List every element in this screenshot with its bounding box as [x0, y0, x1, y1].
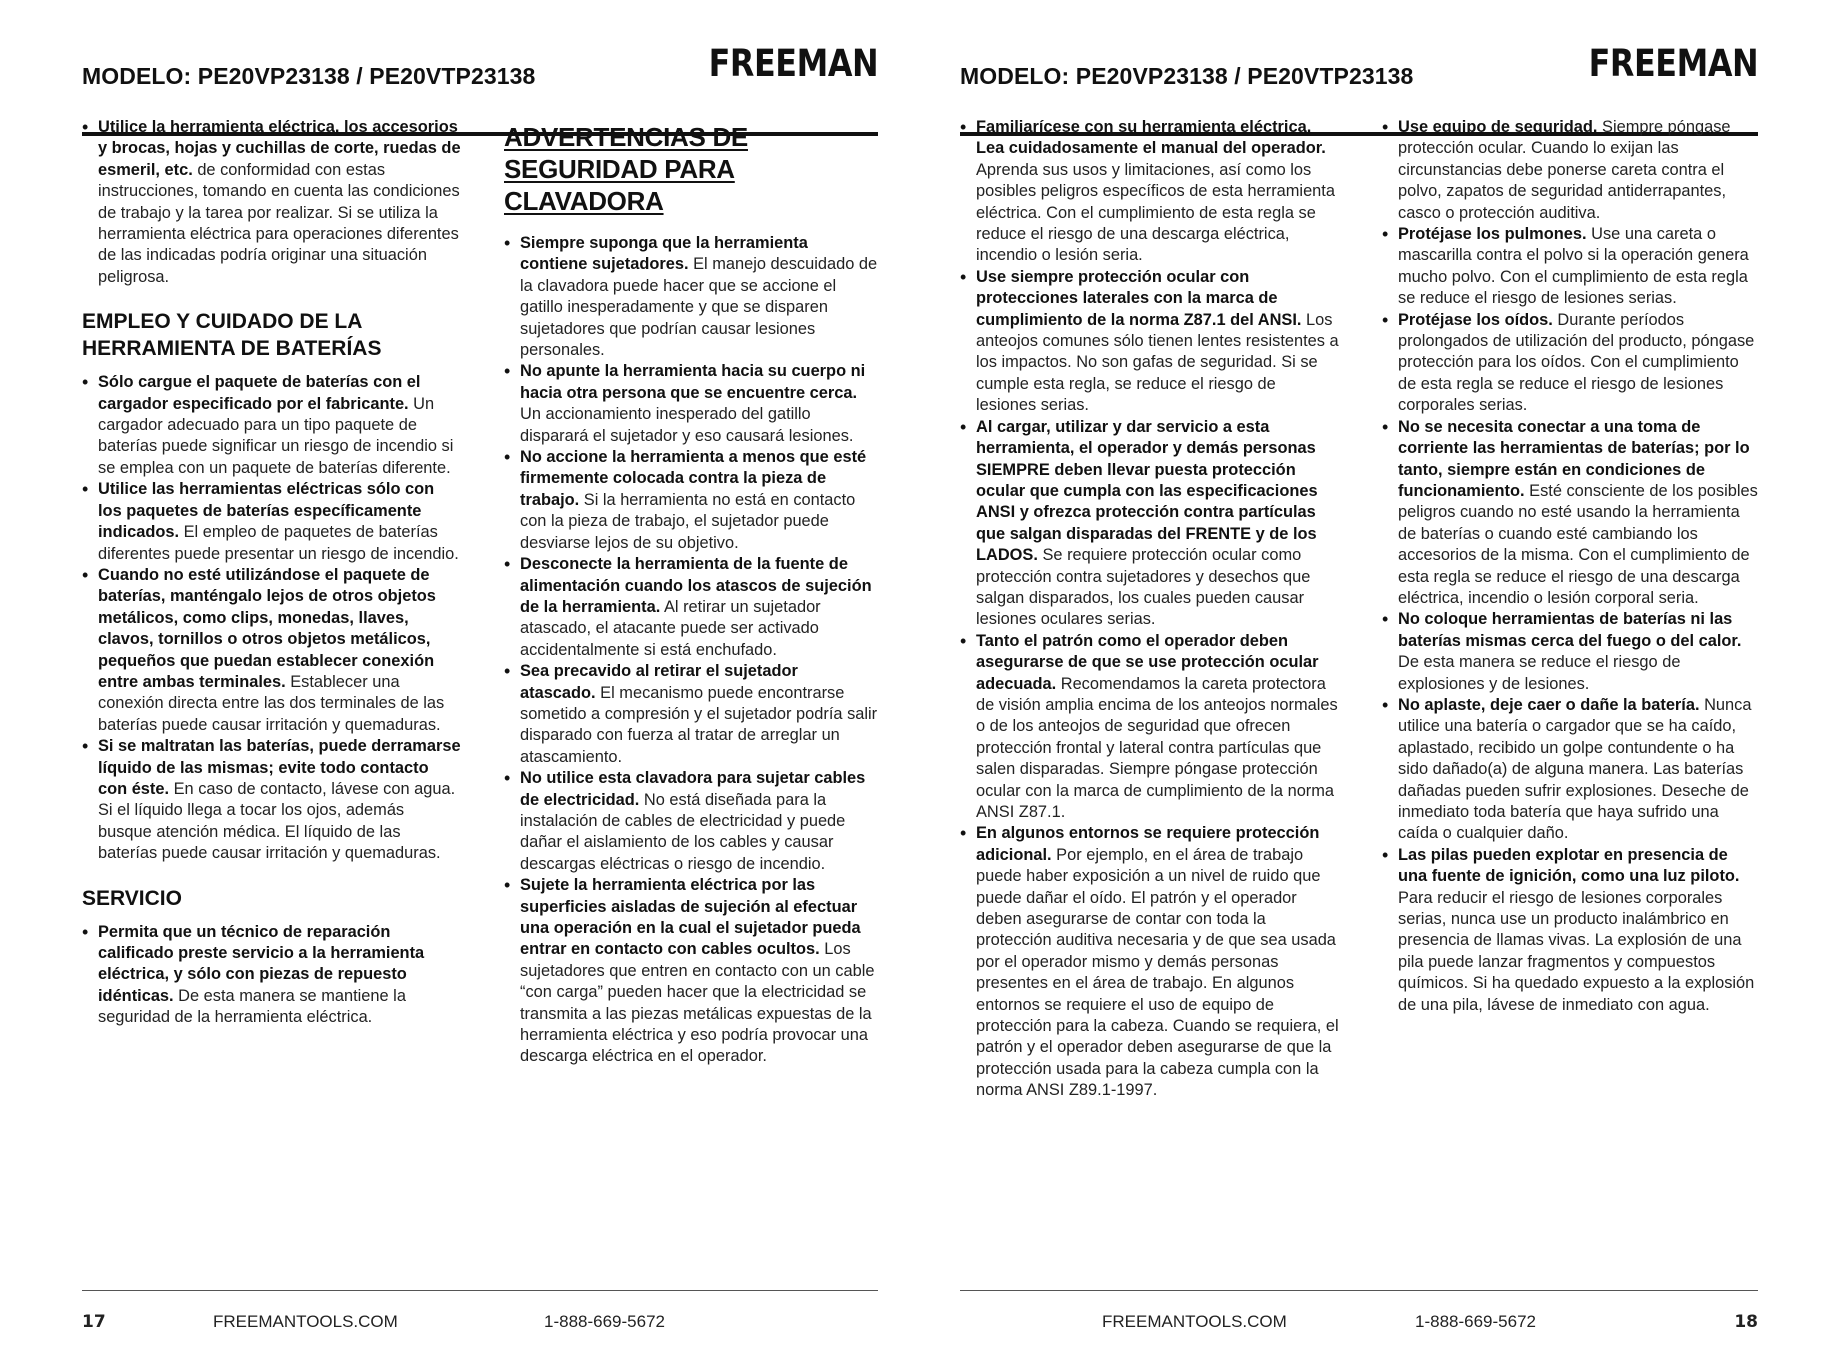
list-item: • No se necesita conectar a una toma de corriente las herramientas de baterías; por lo tanto, siempre están en condiciones de funcionamiento. Esté consciente de los posibles peligros cuando no esté usando la herramienta de baterías o cuando esté cambiando los accesorios de la misma. Con el cumplimiento de esta regla se reduce el riesgo de una descarga eléctrica, incendio o lesión corporal seria. — [1382, 417, 1758, 610]
left-column-2 — [504, 117, 878, 1068]
list-item: • Permita que un técnico de reparación calificado preste servicio a la herramienta eléctrica, y sólo con piezas de repuesto idénticas. De esta manera se mantiene la seguridad de la herramienta eléctrica. — [82, 922, 462, 1029]
right-column-1 — [960, 117, 1340, 1102]
page-number: 17 — [82, 1312, 106, 1332]
list-item: • Las pilas pueden explotar en presencia de una fuente de ignición, como una luz piloto. Para reducir el riesgo de lesiones corporales serias, nunca use un producto inalámbrico en presencia de llamas vivas. La explosión de una pila puede lanzar fragmentos y compuestos químicos. Si ha quedado expuesto a la explosión de una pila, lávese de inmediato con agua. — [1382, 845, 1758, 1016]
list-item: • Si se maltratan las baterías, puede derramarse líquido de las mismas; evite todo contacto con éste. En caso de contacto, lávese con agua. Si el líquido llega a tocar los ojos, además busque atención médica. El líquido de las baterías puede causar irritación y quemaduras. — [82, 736, 462, 864]
list-item: • Use equipo de seguridad. Siempre póngase protección ocular. Cuando lo exijan las circunstancias debe ponerse careta contra el polvo, zapatos de seguridad antiderrapantes, casco o protección auditiva. — [1382, 117, 1758, 224]
left-column-1 — [82, 117, 462, 1029]
list-item: • Familiarícese con su herramienta eléctrica. Lea cuidadosamente el manual del operador. Aprenda sus usos y limitaciones, así como los posibles peligros específicos de esta herramienta eléctrica. Con el cumplimiento de esta regla se reduce el riesgo de una descarga eléctrica, incendio o lesión seria. — [960, 117, 1340, 267]
section-title-battery: EMPLEO Y CUIDADO DE LA HERRAMIENTA DE BATERÍAS — [82, 310, 382, 361]
nailer-list — [504, 233, 878, 1068]
list-item: • En algunos entornos se requiere protección adicional. Por ejemplo, en el área de trabajo puede haber exposición a un nivel de ruido que puede dañar el oído. El patrón y el operador deben asegurarse de contar con toda la protección auditiva necesaria y de que sea usada por el operador mismo y demás personas presentes en el área de trabajo. En algunos entornos se requiere el uso de equipo de protección para la cabeza. Cuando se requiera, el patrón y el operador deben asegurarse de que la protección usada para la cabeza cumpla con la norma ANSI Z89.1-1997. — [960, 823, 1340, 1101]
service-list — [82, 922, 462, 1029]
list-item: • Al cargar, utilizar y dar servicio a esta herramienta, el operador y demás personas SIEMPRE deben llevar puesta protección ocular que cumpla con las especificaciones ANSI y ofrezca protección contra partículas que salgan disparadas del FRENTE y de los LADOS. Se requiere protección ocular como protección contra sujetadores y desechos que salgan disparados, los cuales pueden causar lesiones oculares serias. — [960, 417, 1340, 631]
safety-list-1 — [960, 117, 1340, 1102]
list-item: • Siempre suponga que la herramienta contiene sujetadores. El manejo descuidado de la clavadora puede hacer que se accione el gatillo inesperadamente y que se disparen sujetadores que podrían causar lesiones personales. — [504, 233, 878, 361]
list-item: • Utilice las herramientas eléctricas sólo con los paquetes de baterías específicamente indicados. El empleo de paquetes de baterías diferentes puede presentar un riesgo de incendio. — [82, 479, 462, 565]
safety-list-2 — [1382, 117, 1758, 1016]
section-title-nailer-warnings: ADVERTENCIAS DE SEGURIDAD PARA CLAVADORA — [504, 122, 748, 216]
battery-list — [82, 372, 462, 864]
list-item: • No aplaste, deje caer o dañe la batería. Nunca utilice una batería o cargador que se ha caído, aplastado, recibido un golpe contundente o ha sido dañado(a) de alguna manera. Las baterías dañadas pueden sufrir explosiones. Deseche de inmediato toda batería que haya sufrido una caída o cualquier daño. — [1382, 695, 1758, 845]
page-footer — [82, 1290, 878, 1330]
phone-number: 1-888-669-5672 — [544, 1312, 665, 1331]
freeman-logo: FREEMAN — [1588, 42, 1758, 85]
left-page — [82, 0, 878, 1362]
model-number: MODELO: PE20VP23138 / PE20VTP23138 — [82, 63, 536, 89]
phone-number: 1-888-669-5672 — [1415, 1312, 1536, 1331]
list-item: • Desconecte la herramienta de la fuente de alimentación cuando los atascos de sujeción de la herramienta. Al retirar un sujetador atascado, el atacante puede ser activado accidentalmente si está enchufado. — [504, 554, 878, 661]
list-item: • No accione la herramienta a menos que esté firmemente colocada contra la pieza de trabajo. Si la herramienta no está en contacto con la pieza de trabajo, el sujetador puede desviarse lejos de su objetivo. — [504, 447, 878, 554]
page-footer — [960, 1290, 1758, 1330]
list-item: • Use siempre protección ocular con protecciones laterales con la marca de cumplimiento de la norma Z87.1 del ANSI. Los anteojos comunes sólo tienen lentes resistentes a los impactos. No son gafas de seguridad. Si se cumple esta regla, se reduce el riesgo de lesiones serias. — [960, 267, 1340, 417]
list-item: • No coloque herramientas de baterías ni las baterías mismas cerca del fuego o del calor. De esta manera se reduce el riesgo de explosiones y de lesiones. — [1382, 609, 1758, 695]
list-item: • Tanto el patrón como el operador deben asegurarse de que se use protección ocular adecuada. Recomendamos la careta protectora de visión amplia encima de los anteojos normales o de los anteojos de seguridad que ofrecen protección frontal y lateral contra partículas que salen disparadas. Siempre póngase protección ocular con la marca de cumplimiento de la norma ANSI Z87.1. — [960, 631, 1340, 824]
freeman-logo: FREEMAN — [708, 42, 878, 85]
page-number: 18 — [1734, 1312, 1758, 1332]
list-item: • Sea precavido al retirar el sujetador atascado. El mecanismo puede encontrarse sometido a compresión y el sujetador podría salir disparado con fuerza al tratar de arreglar un atascamiento. — [504, 661, 878, 768]
list-item: • Utilice la herramienta eléctrica, los accesorios y brocas, hojas y cuchillas de corte, ruedas de esmeril, etc. de conformidad con estas instrucciones, tomando en cuenta las condiciones de trabajo y la tarea por realizar. Si se utiliza la herramienta eléctrica para operaciones diferentes de las indicadas podría originar una situación peligrosa. — [82, 117, 462, 288]
list-item: • Cuando no esté utilizándose el paquete de baterías, manténgalo lejos de otros objetos metálicos, como clips, monedas, llaves, clavos, tornillos o otros objetos metálicos, pequeños que puedan establecer conexión entre ambas terminales. Establecer una conexión directa entre las dos terminales de las baterías puede causar irritación y quemaduras. — [82, 565, 462, 736]
section-title-service: SERVICIO — [82, 886, 182, 910]
list-item: • No apunte la herramienta hacia su cuerpo ni hacia otra persona que se encuentre cerca. Un accionamiento inesperado del gatillo disparará el sujetador y eso causará lesiones. — [504, 361, 878, 447]
page-header — [960, 44, 1758, 90]
model-number: MODELO: PE20VP23138 / PE20VTP23138 — [960, 63, 1414, 89]
footer-rule — [82, 1290, 878, 1291]
intro-list — [82, 117, 462, 288]
list-item: • Protéjase los oídos. Durante períodos prolongados de utilización del producto, póngase protección para los oídos. Con el cumplimiento de esta regla se reduce el riesgo de lesiones corporales serias. — [1382, 310, 1758, 417]
list-item: • Sujete la herramienta eléctrica por las superficies aisladas de sujeción al efectuar una operación en la cual el sujetador pueda entrar en contacto con cables ocultos. Los sujetadores que entren en contacto con un cable “con carga” pueden hacer que la electricidad se transmita a las piezas metálicas expuestas de la herramienta eléctrica y eso podría provocar una descarga eléctrica en el operador. — [504, 875, 878, 1068]
right-column-2 — [1382, 117, 1758, 1016]
page-header — [82, 44, 878, 90]
website-link[interactable]: FREEMANTOOLS.COM — [213, 1312, 398, 1331]
list-item: • No utilice esta clavadora para sujetar cables de electricidad. No está diseñada para la instalación de cables de electricidad y puede dañar el aislamiento de los cables y causar descargas eléctricas o riesgo de incendio. — [504, 768, 878, 875]
list-item: • Protéjase los pulmones. Use una careta o mascarilla contra el polvo si la operación genera mucho polvo. Con el cumplimiento de esta regla se reduce el riesgo de lesiones serias. — [1382, 224, 1758, 310]
right-page — [960, 0, 1758, 1362]
website-link[interactable]: FREEMANTOOLS.COM — [1102, 1312, 1287, 1331]
footer-rule — [960, 1290, 1758, 1291]
list-item: • Sólo cargue el paquete de baterías con el cargador especificado por el fabricante. Un cargador adecuado para un tipo paquete de baterías puede significar un riesgo de incendio si se emplea con un paquete de baterías diferente. — [82, 372, 462, 479]
